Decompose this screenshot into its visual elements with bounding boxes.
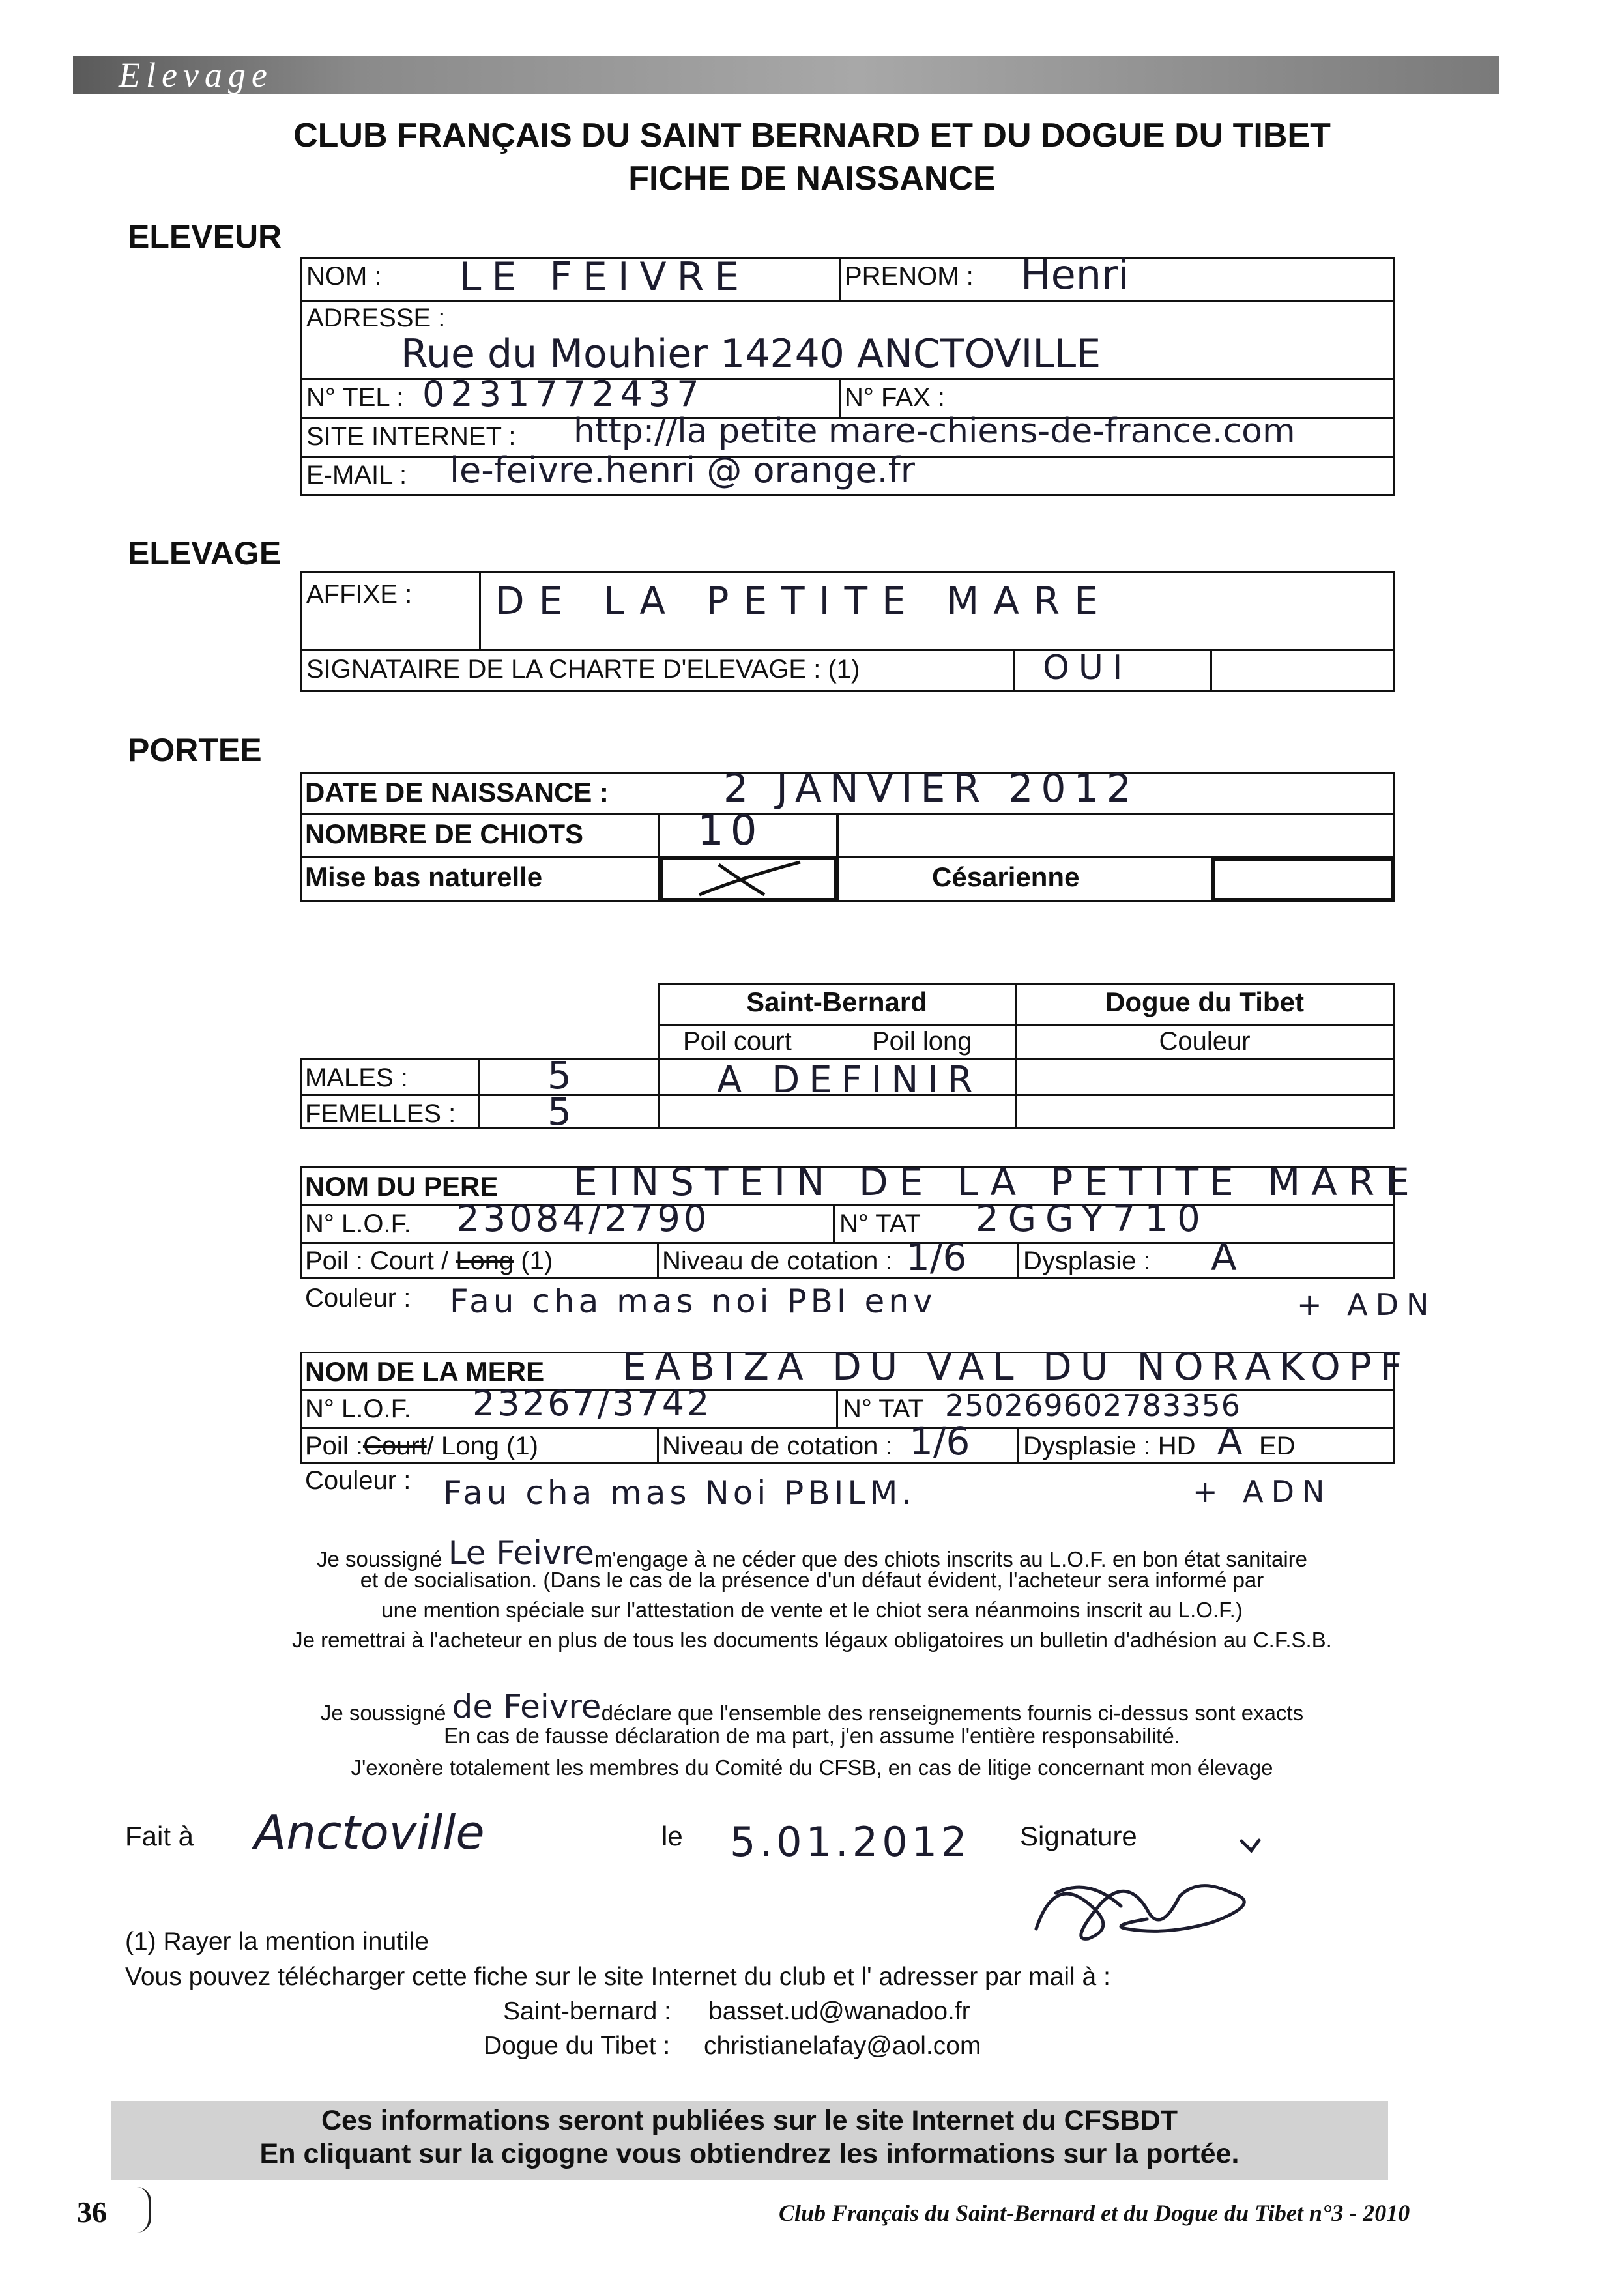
cesarienne-label: Césarienne	[932, 861, 1080, 892]
divider	[839, 257, 841, 300]
section-elevage: ELEVAGE	[128, 535, 282, 572]
chiots-value: 10	[697, 807, 764, 855]
publication-footer: Club Français du Saint-Bernard et du Dogue du Tibet n°3 - 2010	[779, 2200, 1410, 2226]
pere-dysplasie-label: Dysplasie :	[1023, 1247, 1151, 1275]
declaration-name: de Feivre	[452, 1688, 602, 1726]
divider	[1017, 1427, 1019, 1464]
fait-value: Anctoville	[254, 1805, 485, 1860]
mere-cotation-value: 1/6	[909, 1419, 970, 1464]
mere-dysplasie-value: A	[1217, 1421, 1243, 1463]
tel-label: N° TEL :	[306, 383, 404, 412]
mere-poil-struck: Court	[362, 1432, 427, 1460]
mere-lof-value: 23267/3742	[472, 1383, 712, 1424]
adresse-value: Rue du Mouhier 14240 ANCTOVILLE	[401, 331, 1101, 377]
fax-label: N° FAX :	[845, 383, 945, 412]
chiots-label: NOMBRE DE CHIOTS	[305, 818, 584, 849]
pere-tat-label: N° TAT	[839, 1209, 921, 1238]
page-number: 36	[77, 2195, 107, 2229]
divider	[1210, 649, 1212, 692]
engagement-line-2: et de socialisation. (Dans le cas de la présence d'un défaut évident, l'acheteur sera informé par	[360, 1568, 1264, 1592]
telecharger-note: Vous pouvez télécharger cette fiche sur le site Internet du club et l' adresser par mail à :	[125, 1963, 1110, 1991]
prenom-label: PRENOM :	[845, 262, 974, 291]
engagement-name-1: Le Feivre	[448, 1534, 594, 1572]
pere-couleur-label: Couleur :	[305, 1284, 411, 1312]
mere-nom-label: NOM DE LA MERE	[305, 1356, 545, 1387]
a-definir-value: A DEFINIR	[717, 1059, 982, 1101]
charte-value: OUI	[1043, 648, 1132, 687]
divider	[657, 1427, 659, 1464]
engagement-text-1: m'engage à ne céder que des chiots inscrits au L.O.F. en bon état sanitaire	[594, 1547, 1308, 1571]
divider	[300, 300, 1395, 302]
pere-couleur-value: Fau cha mas noi PBI env	[450, 1282, 936, 1320]
dt-header: Dogue du Tibet	[1105, 987, 1304, 1017]
mere-dysplasie-label: Dysplasie : HD	[1023, 1432, 1196, 1460]
mere-lof-label: N° L.O.F.	[305, 1395, 411, 1423]
pere-poil-suffix: (1)	[514, 1247, 553, 1275]
sb-poil-court: Poil court	[683, 1027, 792, 1056]
affixe-label: AFFIXE :	[306, 580, 413, 609]
dt-couleur: Couleur	[1159, 1027, 1251, 1056]
mere-poil-prefix: Poil :	[305, 1432, 363, 1460]
pere-tat-value: 2GGY710	[976, 1198, 1210, 1240]
engagement-line-3: une mention spéciale sur l'attestation de vente et le chiot sera néanmoins inscrit au L.O.F.)	[381, 1598, 1243, 1622]
sb-contact-email[interactable]: basset.ud@wanadoo.fr	[708, 1997, 970, 2025]
site-value: http://la petite mare-chiens-de-france.com	[573, 412, 1296, 451]
header-banner	[73, 56, 1499, 94]
mere-poil-suffix: / Long (1)	[426, 1432, 538, 1460]
femelles-label: FEMELLES :	[305, 1099, 456, 1128]
pere-dysplasie-value: A	[1211, 1235, 1237, 1279]
dt-contact-email[interactable]: christianelafay@aol.com	[704, 2032, 981, 2060]
divider	[836, 1389, 838, 1428]
divider	[658, 1024, 1395, 1026]
affixe-value: DE LA PETITE MARE	[495, 579, 1112, 623]
pere-lof-value: 23084/2790	[456, 1198, 710, 1240]
nom-value: LE FEIVRE	[459, 254, 750, 300]
le-label: le	[661, 1821, 683, 1851]
nom-label: NOM :	[306, 262, 382, 291]
dt-contact-label: Dogue du Tibet :	[484, 2032, 671, 2060]
pere-nom-value: EINSTEIN DE LA PETITE MARE	[573, 1160, 1421, 1204]
info-line-1: Ces informations seront publiées sur le site Internet du CFSBDT	[321, 2105, 1178, 2136]
engagement-prefix-1: Je soussigné	[316, 1547, 442, 1571]
adresse-label: ADRESSE :	[306, 304, 446, 332]
site-label: SITE INTERNET :	[306, 422, 516, 451]
declaration-line-3: J'exonère totalement les membres du Comité du CFSB, en cas de litige concernant mon élevage	[351, 1756, 1273, 1780]
email-value: le-feivre.henri @ orange.fr	[450, 450, 915, 491]
divider	[478, 1058, 480, 1129]
divider	[1013, 649, 1015, 692]
engagement-line-4: Je remettrai à l'acheteur en plus de tous les documents légaux obligatoires un bulletin d'adhésion au C.F.S.B.	[292, 1628, 1332, 1652]
cross-mark	[660, 857, 837, 903]
pere-poil-struck: Long	[456, 1247, 514, 1275]
cesarienne-checkbox[interactable]	[1211, 857, 1395, 902]
pere-cotation-label: Niveau de cotation :	[662, 1247, 893, 1275]
date-label: DATE DE NAISSANCE :	[305, 777, 609, 807]
date-value: 2 JANVIER 2012	[723, 766, 1139, 811]
mere-tat-value: 250269602783356	[945, 1388, 1241, 1423]
femelles-value: 5	[547, 1090, 572, 1134]
divider	[479, 571, 481, 650]
pere-poil-prefix: Poil : Court /	[305, 1247, 456, 1275]
section-portee: PORTEE	[128, 732, 262, 768]
divider	[657, 1242, 659, 1279]
naturelle-label: Mise bas naturelle	[305, 861, 543, 892]
sb-contact-label: Saint-bernard :	[503, 1997, 671, 2025]
mere-tat-label: N° TAT	[843, 1395, 924, 1423]
banner-title: Elevage	[119, 55, 273, 94]
pere-poil	[305, 1247, 553, 1276]
males-label: MALES :	[305, 1063, 408, 1092]
divider	[1017, 1242, 1019, 1279]
declaration-line-2: En cas de fausse déclaration de ma part, j'en assume l'entière responsabilité.	[444, 1724, 1180, 1748]
divider	[300, 813, 1395, 815]
date-signed-value: 5.01.2012	[730, 1818, 971, 1866]
mere-couleur-value: Fau cha mas Noi PBILM.	[443, 1474, 916, 1512]
pere-couleur-extra: + ADN	[1297, 1287, 1437, 1322]
mere-couleur-extra: + ADN	[1193, 1474, 1333, 1509]
pere-lof-label: N° L.O.F.	[305, 1209, 411, 1238]
mere-dysplasie-suffix: ED	[1259, 1432, 1296, 1460]
tel-value: 0231772437	[422, 373, 705, 414]
club-title: CLUB FRANÇAIS DU SAINT BERNARD ET DU DOGUE DU TIBET	[293, 117, 1331, 154]
charte-label: SIGNATAIRE DE LA CHARTE D'ELEVAGE : (1)	[306, 655, 860, 684]
signature-label: Signature	[1020, 1821, 1137, 1851]
mere-nom-value: EABIZA DU VAL DU NORAKOPF	[622, 1344, 1411, 1389]
email-label: E-MAIL :	[306, 461, 407, 489]
pere-nom-label: NOM DU PERE	[305, 1171, 499, 1202]
sb-poil-long: Poil long	[872, 1027, 972, 1056]
males-value: 5	[547, 1053, 572, 1097]
prenom-value: Henri	[1021, 251, 1129, 298]
mere-couleur-label: Couleur :	[305, 1466, 411, 1495]
info-line-2: En cliquant sur la cigogne vous obtiendrez les informations sur la portée.	[259, 2138, 1240, 2169]
declaration-text: déclare que l'ensemble des renseignements fournis ci-dessus sont exacts	[601, 1701, 1304, 1725]
divider	[300, 649, 1395, 651]
mere-cotation-label: Niveau de cotation :	[662, 1432, 893, 1460]
divider	[833, 1204, 835, 1243]
section-eleveur: ELEVEUR	[128, 218, 282, 255]
pere-cotation-value: 1/6	[906, 1235, 967, 1279]
page-number-bracket	[137, 2187, 151, 2233]
sb-header: Saint-Bernard	[746, 987, 927, 1017]
declaration-prefix: Je soussigné	[320, 1701, 446, 1725]
mere-poil	[305, 1432, 538, 1461]
rayer-note: (1) Rayer la mention inutile	[125, 1928, 429, 1956]
form-title: FICHE DE NAISSANCE	[628, 160, 996, 197]
handwritten-signature	[1017, 1831, 1290, 1955]
fait-label: Fait à	[125, 1821, 194, 1851]
declaration-line-1	[0, 1690, 1624, 1728]
